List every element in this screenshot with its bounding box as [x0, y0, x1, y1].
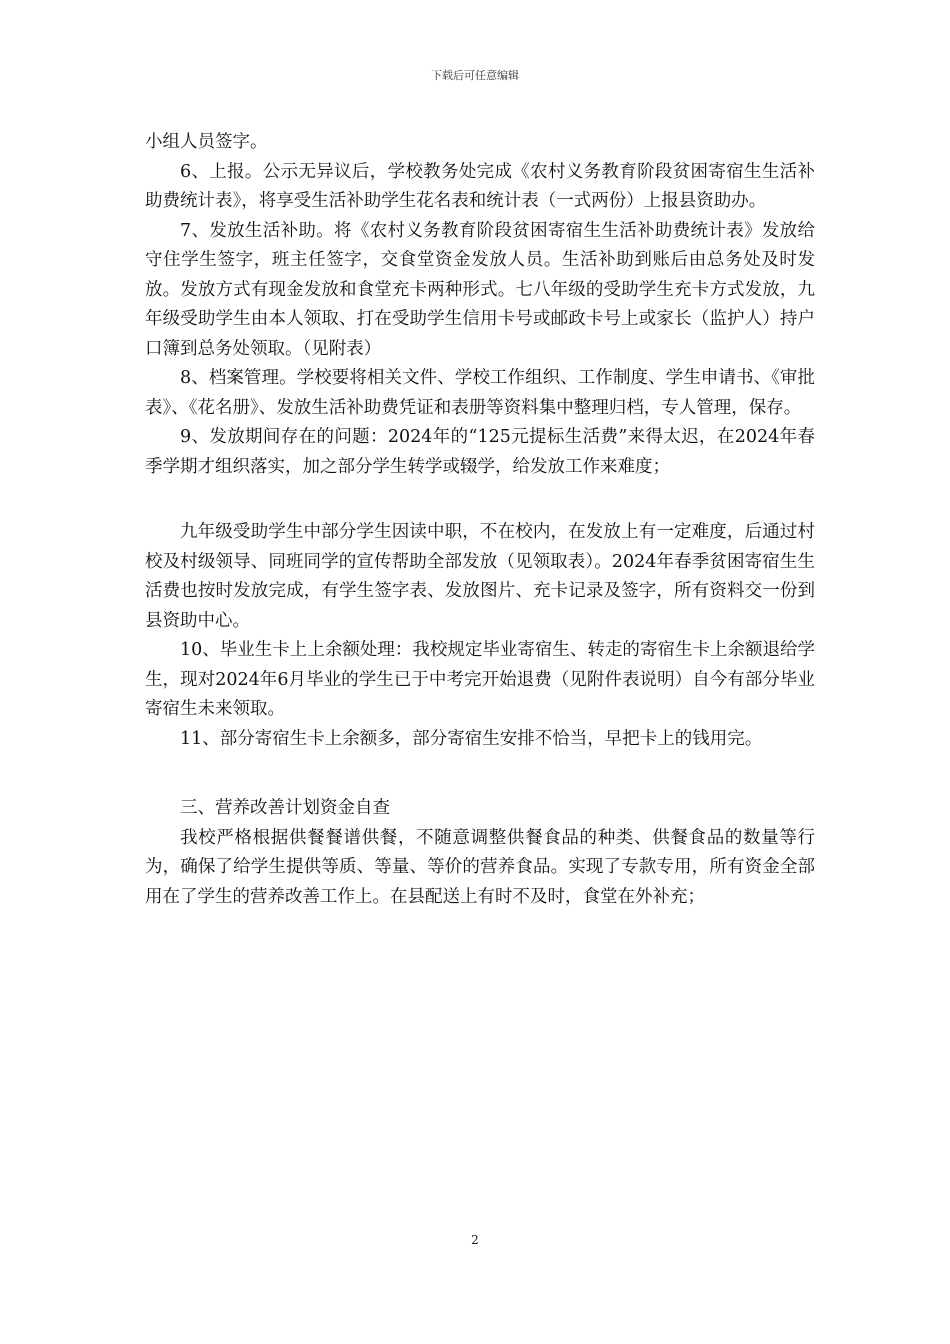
- document-body: [145, 128, 815, 912]
- paragraph-item-8: 8、档案管理。学校要将相关文件、学校工作组织、工作制度、学生申请书、《审批表》、《花名册》、发放生活补助费凭证和表册等资料集中整理归档，专人管理，保存。: [145, 368, 815, 418]
- page-header: 下载后可任意编辑: [431, 69, 519, 82]
- paragraph-item-9-detail: 九年级受助学生中部分学生因读中职，不在校内，在发放上有一定难度，后通过村校及村级领导、同班同学的宣传帮助全部发放（见领取表）。2024年春季贫困寄宿生生活费也按时发放完成，有学生签字表、发放图片、充卡记录及签字，所有资料交一份到县资助中心。: [145, 522, 815, 631]
- page-number: 2: [471, 1233, 479, 1247]
- paragraph-continuation: 小组人员签字。: [145, 132, 268, 152]
- paragraph-item-7: 7、发放生活补助。将《农村义务教育阶段贫困寄宿生生活补助费统计表》发放给守住学生签字，班主任签字，交食堂资金发放人员。生活补助到账后由总务处及时发放。发放方式有现金发放和食堂充卡两种形式。七八年级的受助学生充卡方式发放，九年级受助学生由本人领取、打在受助学生信用卡号或邮政卡号上或家长（监护人）持户口簿到总务处领取。（见附表）: [145, 220, 815, 359]
- paragraph-nutrition: 我校严格根据供餐餐谱供餐，不随意调整供餐食品的种类、供餐食品的数量等行为，确保了给学生提供等质、等量、等价的营养食品。实现了专款专用，所有资金全部用在了学生的营养改善工作上。在县配送上有时不及时，食堂在外补充；: [145, 827, 815, 907]
- section-heading-3: 三、营养改善计划资金自查: [180, 798, 390, 818]
- paragraph-item-11: 11、部分寄宿生卡上余额多，部分寄宿生安排不恰当，早把卡上的钱用完。: [180, 728, 763, 749]
- paragraph-item-9: 9、发放期间存在的问题：2024年的“125元提标生活费”来得太迟，在2024年春季学期才组织落实，加之部分学生转学或辍学，给发放工作来难度；: [145, 427, 815, 477]
- paragraph-item-10: 10、毕业生卡上上余额处理：我校规定毕业寄宿生、转走的寄宿生卡上余额退给学生，现对2024年6月毕业的学生已于中考完开始退费（见附件表说明）自今有部分毕业寄宿生未来领取。: [145, 640, 815, 719]
- paragraph-item-6: 6、上报。公示无异议后，学校教务处完成《农村义务教育阶段贫困寄宿生生活补助费统计表》，将享受生活补助学生花名表和统计表（一式两份）上报县资助办。: [145, 161, 815, 211]
